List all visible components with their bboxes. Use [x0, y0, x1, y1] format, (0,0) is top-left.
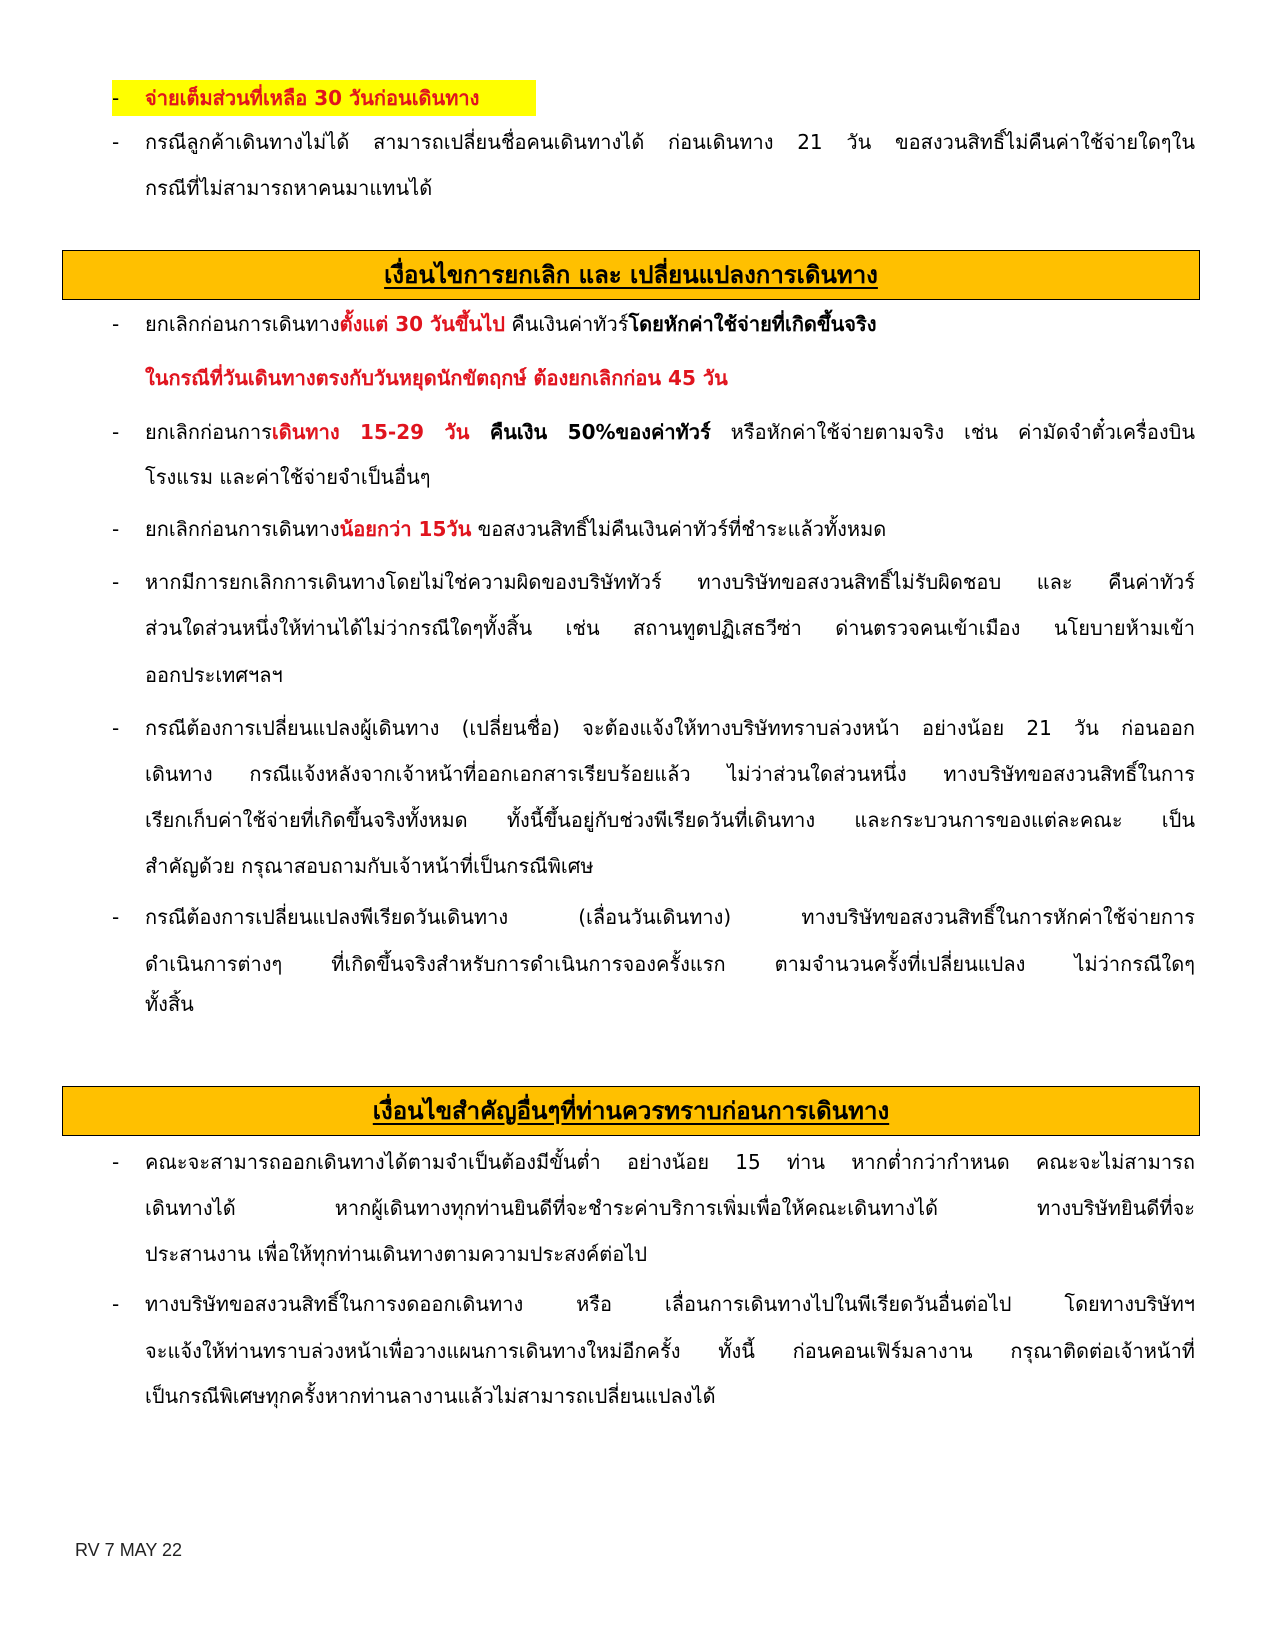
- traveler-change-line3: เรียกเก็บค่าใช้จ่ายที่เกิดขึ้นจริงทั้งหมด ทั้งนี้ขึ้นอยู่กับช่วงพีเรียดวันที่เดินทาง และกระบวนการของแต่ละคณะ เป็น: [145, 808, 1195, 832]
- text: ขอสงวนสิทธิ์ไม่คืนเงินค่าทัวร์ที่ชำระแล้วทั้งหมด: [471, 517, 887, 541]
- postpone-line3: เป็นกรณีพิเศษทุกครั้งหากท่านลางานแล้วไม่สามารถเปลี่ยนแปลงได้: [145, 1384, 716, 1408]
- force-majeure-line2: ส่วนใดส่วนหนึ่งให้ท่านได้ไม่ว่ากรณีใดๆทั้งสิ้น เช่น สถานทูตปฏิเสธวีซ่า ด่านตรวจคนเข้าเมือง นโยบายห้ามเข้า: [145, 616, 1195, 640]
- cancel-under-15-days: [145, 515, 886, 543]
- min-group-line1: คณะจะสามารถออกเดินทางได้ตามจำเป็นต้องมีขั้นต่ำ อย่างน้อย 15 ท่าน หากต่ำกว่ากำหนด คณะจะไม่สามารถ: [145, 1150, 1195, 1174]
- text-red: เดินทาง 15-29 วัน: [271, 420, 470, 444]
- traveler-change-line2: เดินทาง กรณีแจ้งหลังจากเจ้าหน้าที่ออกเอกสารเรียบร้อยแล้ว ไม่ว่าส่วนใดส่วนหนึ่ง ทางบริษัทขอสงวนสิทธิ์ในการ: [145, 762, 1195, 786]
- bullet: -: [112, 905, 120, 929]
- cancel-15-29-days-line2: โรงแรม และค่าใช้จ่ายจำเป็นอื่นๆ: [145, 465, 431, 489]
- bullet: -: [112, 312, 120, 336]
- bullet: -: [112, 86, 120, 110]
- text-red: น้อยกว่า 15วัน: [339, 517, 472, 541]
- holiday-note: ในกรณีที่วันเดินทางตรงกับวันหยุดนักขัตฤกษ์ ต้องยกเลิกก่อน 45 วัน: [145, 366, 728, 390]
- section-header-cancellation: [62, 250, 1200, 300]
- traveler-change-line1: กรณีต้องการเปลี่ยนแปลงผู้เดินทาง (เปลี่ยนชื่อ) จะต้องแจ้งให้ทางบริษัททราบล่วงหน้า อย่างน้อย 21 วัน ก่อนออก: [145, 716, 1195, 740]
- force-majeure-line1: หากมีการยกเลิกการเดินทางโดยไม่ใช่ความผิดของบริษัททัวร์ ทางบริษัทขอสงวนสิทธิ์ไม่รับผิดชอบ และ คืนค่าทัวร์: [145, 570, 1195, 594]
- cancel-15-29-days: [145, 418, 1195, 446]
- bullet: -: [112, 1150, 120, 1174]
- bullet: -: [112, 130, 120, 154]
- text: ยกเลิกก่อนการเดินทาง: [145, 312, 340, 336]
- postpone-line2: จะแจ้งให้ท่านทราบล่วงหน้าเพื่อวางแผนการเดินทางใหม่อีกครั้ง ทั้งนี้ ก่อนคอนเฟิร์มลางาน กรุณาติดต่อเจ้าหน้าที่: [145, 1339, 1195, 1363]
- bullet: -: [112, 716, 120, 740]
- text-bold: คืนเงิน 50%ของค่าทัวร์: [469, 420, 711, 444]
- min-group-line3: ประสานงาน เพื่อให้ทุกท่านเดินทางตามความประสงค์ต่อไป: [145, 1242, 648, 1266]
- name-change-note-line2: กรณีที่ไม่สามารถหาคนมาแทนได้: [145, 176, 433, 200]
- full-payment-note: จ่ายเต็มส่วนที่เหลือ 30 วันก่อนเดินทาง: [145, 86, 480, 110]
- cancel-30-days: [145, 310, 876, 338]
- date-change-line2: ดำเนินการต่างๆ ที่เกิดขึ้นจริงสำหรับการดำเนินการจองครั้งแรก ตามจำนวนครั้งที่เปลี่ยนแปลง ไม่ว่ากรณีใดๆ: [145, 952, 1195, 976]
- text: ยกเลิกก่อนการ: [145, 420, 272, 444]
- bullet: -: [112, 1292, 120, 1316]
- section-title: เงื่อนไขสำคัญอื่นๆที่ท่านควรทราบก่อนการเดินทาง: [372, 1097, 890, 1125]
- postpone-line1: ทางบริษัทขอสงวนสิทธิ์ในการงดออกเดินทาง หรือ เลื่อนการเดินทางไปในพีเรียดวันอื่นต่อไป โดยทางบริษัทฯ: [145, 1292, 1195, 1316]
- revision-footer: RV 7 MAY 22: [75, 1540, 183, 1560]
- text-bold: โดยหักค่าใช้จ่ายที่เกิดขึ้นจริง: [628, 312, 877, 336]
- section-header-important-conditions: [62, 1086, 1200, 1136]
- text: หรือหักค่าใช้จ่ายตามจริง เช่น ค่ามัดจำตั๋วเครื่องบิน: [710, 420, 1196, 444]
- min-group-line2: เดินทางได้ หากผู้เดินทางทุกท่านยินดีที่จะชำระค่าบริการเพิ่มเพื่อให้คณะเดินทางได้ ทางบริษัทยินดีที่จะ: [145, 1196, 1195, 1220]
- text-red: ตั้งแต่ 30 วันขึ้นไป: [339, 312, 505, 336]
- bullet: -: [112, 570, 120, 594]
- bullet: -: [112, 420, 120, 444]
- force-majeure-line3: ออกประเทศฯลฯ: [145, 663, 283, 687]
- date-change-line1: กรณีต้องการเปลี่ยนแปลงพีเรียดวันเดินทาง (เลื่อนวันเดินทาง) ทางบริษัทขอสงวนสิทธิ์ในการหักค่าใช้จ่ายการ: [145, 905, 1195, 929]
- traveler-change-line4: สำคัญด้วย กรุณาสอบถามกับเจ้าหน้าที่เป็นกรณีพิเศษ: [145, 854, 594, 878]
- bullet: -: [112, 517, 120, 541]
- name-change-note-line1: กรณีลูกค้าเดินทางไม่ได้ สามารถเปลี่ยนชื่อคนเดินทางได้ ก่อนเดินทาง 21 วัน ขอสงวนสิทธิ์ไม่คืนค่าใช้จ่ายใดๆใน: [145, 130, 1195, 154]
- section-title: เงื่อนไขการยกเลิก และ เปลี่ยนแปลงการเดินทาง: [384, 261, 878, 289]
- text: ยกเลิกก่อนการเดินทาง: [145, 517, 340, 541]
- date-change-line3: ทั้งสิ้น: [145, 992, 194, 1016]
- text: คืนเงินค่าทัวร์: [504, 312, 629, 336]
